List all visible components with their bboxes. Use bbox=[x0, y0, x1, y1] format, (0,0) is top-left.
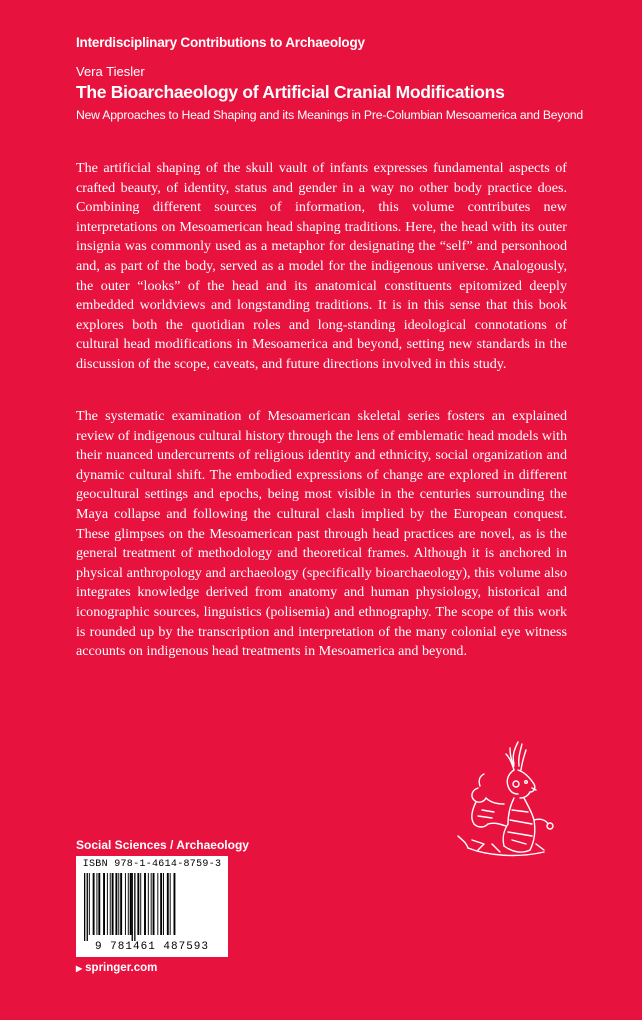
barcode-bar bbox=[160, 873, 162, 935]
barcode-bar bbox=[130, 873, 132, 935]
author-name: Vera Tiesler bbox=[76, 64, 145, 79]
barcode-bar bbox=[144, 873, 146, 935]
publisher-website[interactable] bbox=[76, 962, 157, 974]
barcode-guard-bar bbox=[134, 873, 135, 941]
description-paragraph-1: The artificial shaping of the skull vault of infants expresses fundamental aspects of crafted beauty, of identity, status and gender in a way no other body practice does. Combining different sources of information, this volume contributes new interpretations on Mesoamerican head shaping traditions. Here, the head with its outer insignia was commonly used as a metaphor for designating the “self” and personhood and, as part of the body, served as a model for the indigenous universe. Analogously, the outer “looks” of the head and its anatomical constituents epitomized deeply embedded worldviews and longstanding traditions. It is in this sense that this book explores both the quotidian roles and long-standing ideological connotations of cultural head modifications in Mesoamerica and beyond, setting new standards in the discussion of the scope, caveats, and future directions involved in this study. bbox=[76, 160, 567, 372]
barcode-bar bbox=[151, 873, 152, 935]
series-title: Interdisciplinary Contributions to Archaeology bbox=[76, 35, 365, 50]
barcode-bar bbox=[174, 873, 176, 935]
triangle-right-icon: ▶ bbox=[76, 964, 83, 973]
barcode-bar bbox=[89, 873, 90, 935]
barcode-bar bbox=[103, 873, 105, 935]
barcode-bar bbox=[125, 873, 126, 935]
barcode-bar bbox=[157, 873, 158, 935]
barcode-guard-bar bbox=[132, 873, 133, 941]
barcode-bar bbox=[112, 873, 114, 935]
barcode-bar bbox=[110, 873, 111, 935]
isbn-barcode bbox=[76, 856, 228, 957]
book-subtitle: New Approaches to Head Shaping and its Meanings in Pre-Columbian Mesoamerica and Beyond bbox=[76, 108, 583, 122]
barcode-bar bbox=[153, 873, 155, 935]
book-title: The Bioarchaeology of Artificial Cranial Modifications bbox=[76, 82, 505, 102]
barcode-bars bbox=[82, 873, 222, 941]
barcode-bar bbox=[107, 873, 108, 935]
barcode-bar bbox=[93, 873, 95, 935]
maya-figure-illustration bbox=[448, 740, 560, 860]
barcode-bar bbox=[148, 873, 149, 935]
barcode-bar bbox=[96, 873, 97, 935]
barcode-guard-bar bbox=[84, 873, 85, 941]
barcode-bar bbox=[163, 873, 164, 935]
subject-category: Social Sciences / Archaeology bbox=[76, 838, 249, 852]
barcode-bar bbox=[170, 873, 171, 935]
barcode-guard-bar bbox=[87, 873, 88, 941]
barcode-bar bbox=[137, 873, 139, 935]
barcode-digits: 9 781461 487593 bbox=[94, 941, 210, 953]
barcode-bar bbox=[98, 873, 100, 935]
barcode-bar bbox=[120, 873, 122, 935]
barcode-bar bbox=[115, 873, 117, 935]
description-paragraph-2: The systematic examination of Mesoamerican skeletal series fosters an explained review of indigenous cultural history through the lens of emblematic head models with their nuanced undercurrents of religious identity and ethnicity, social organization and dynamic cultural shift. The embodied expressions of change are explored in different geocultural settings and epochs, being most visible in the centuries surrounding the Maya collapse and following the cultural clash implied by the European conquest. These glimpses on the Mesoamerican past through head practices are novel, as is the general treatment of methodology and theoretical frames. Although it is anchored in physical anthropology and archaeology (specifically bioarchaeology), this volume also integrates knowledge derived from anatomy and human physiology, historical and iconographic sources, linguistics (polisemia) and ethnography. The scope of this work is rounded up by the transcription and interpretation of the many colonial eye witness accounts on indigenous head treatments in Mesoamerica and beyond. bbox=[76, 408, 567, 660]
website-text: springer.com bbox=[85, 962, 158, 974]
isbn-label: ISBN 978-1-4614-8759-3 bbox=[82, 859, 222, 870]
barcode-bar bbox=[140, 873, 141, 935]
barcode-bar bbox=[128, 873, 129, 935]
barcode-bar bbox=[118, 873, 119, 935]
barcode-bar bbox=[167, 873, 169, 935]
